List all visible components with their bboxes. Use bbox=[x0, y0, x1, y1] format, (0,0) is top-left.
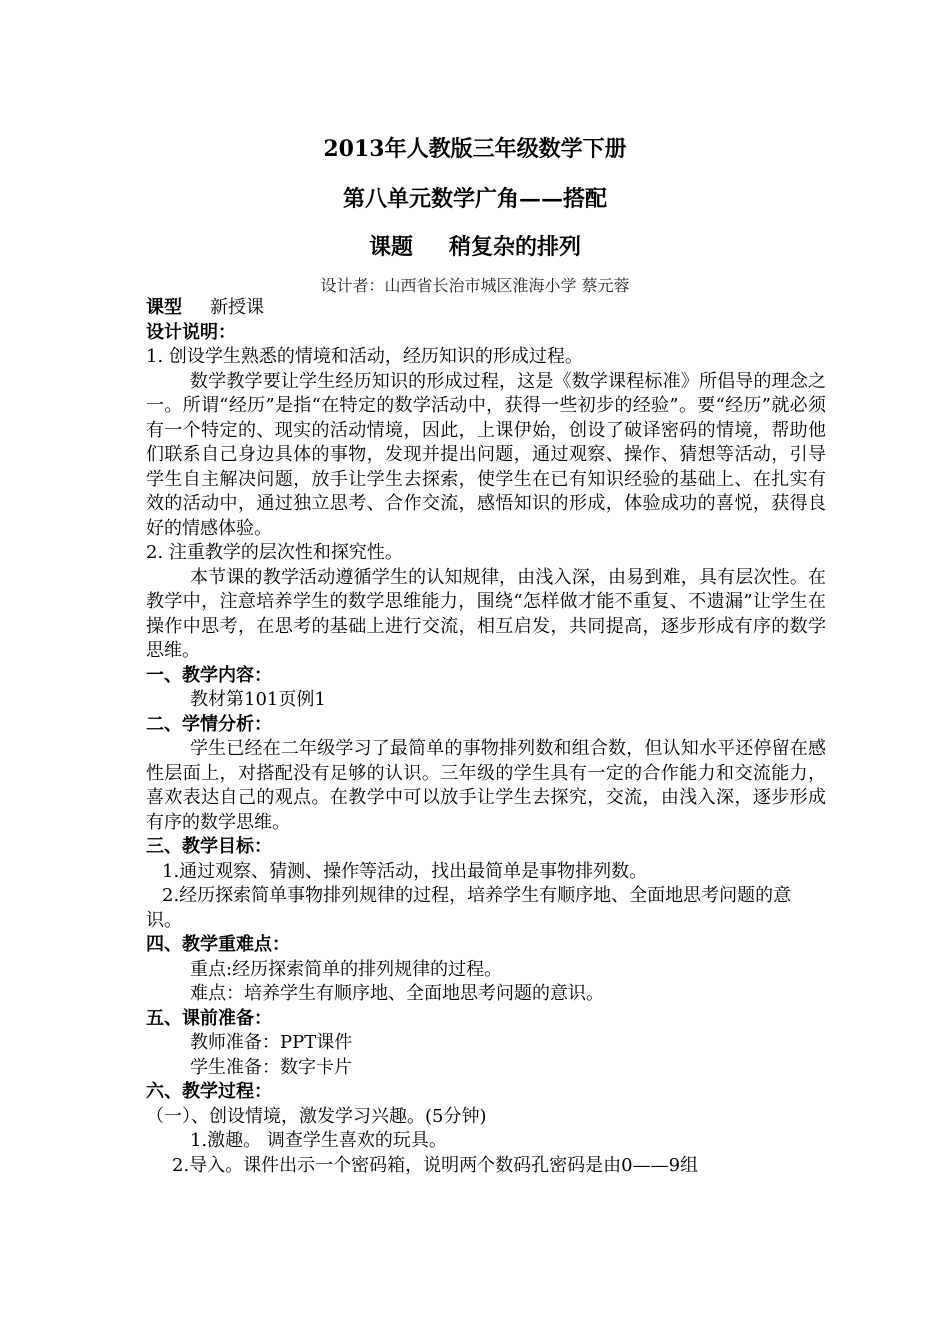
process-step-1-1: 1.激趣。 调查学生喜欢的玩具。 bbox=[190, 1130, 447, 1151]
section-heading-key-points: 四、教学重难点： bbox=[146, 934, 290, 955]
teacher-preparation: 教师准备：PPT课件 bbox=[190, 1032, 353, 1053]
design-paragraph-2: 本节课的教学活动遵循学生的认知规律，由浅入深，由易到难，具有层次性。在教学中，注意培养学生的数学思维能力，围绕“怎样做才能不重复、不遗漏”让学生在操作中思考，在思考的基础上进行交流，相互启发，共同提高，逐步形成有序的数学思维。 bbox=[146, 566, 826, 661]
lesson-type-value: 新授课 bbox=[210, 297, 264, 318]
section-heading-analysis: 二、学情分析： bbox=[146, 713, 272, 735]
difficult-point: 难点：培养学生有顺序地、全面地思考问题的意识。 bbox=[190, 983, 604, 1004]
process-step-1-2: 2.导入。课件出示一个密码箱，说明两个数码孔密码是由0——9组 bbox=[172, 1154, 699, 1176]
lesson-title-text: 稍复杂的排列 bbox=[449, 234, 582, 260]
goal-2: 2.经历探索简单事物排列规律的过程，培养学生有顺序地、全面地思考问题的意识。 bbox=[146, 885, 792, 931]
lesson-type-label: 课型 bbox=[146, 297, 182, 318]
lesson-title-label: 课题 bbox=[368, 234, 413, 260]
student-preparation: 学生准备：数字卡片 bbox=[190, 1056, 352, 1078]
section-heading-process: 六、教学过程： bbox=[146, 1081, 272, 1102]
document-body bbox=[146, 296, 826, 1178]
design-point-2: 2. 注重教学的层次性和探究性。 bbox=[146, 542, 403, 563]
design-heading: 设计说明： bbox=[146, 321, 236, 343]
unit-title: 第八单元数学广角——搭配 bbox=[342, 186, 607, 212]
design-paragraph-1: 数学教学要让学生经历知识的形成过程，这是《数学课程标准》所倡导的理念之一。所谓“经历”是指“在特定的数学活动中，获得一些初步的经验”。要“经历”就必须有一个特定的、现实的活动情境，因此，上课伊始，创设了破译密码的情境，帮助他们联系自己身边具体的事物，发现并提出问题，通过观察、操作、猜想等活动，引导学生自主解决问题，放手让学生去探索，使学生在已有知识经验的基础上、在扎实有效的活动中，通过独立思考、合作交流，感悟知识的形成，体验成功的喜悦，获得良好的情感体验。 bbox=[146, 370, 826, 539]
key-point: 重点:经历探索简单的排列规律的过程。 bbox=[190, 958, 503, 980]
design-point-1: 1. 创设学生熟悉的情境和活动，经历知识的形成过程。 bbox=[146, 346, 583, 367]
designer-line: 设计者：山西省长治市城区淮海小学 蔡元蓉 bbox=[320, 276, 630, 295]
section-analysis-text: 学生已经在二年级学习了最简单的事物排列数和组合数，但认知水平还停留在感性层面上，对搭配没有足够的认识。三年级的学生具有一定的合作能力和交流能力，喜欢表达自己的观点。在教学中可以放手让学生去探究，交流，由浅入深，逐步形成有序的数学思维。 bbox=[146, 738, 826, 833]
document-title: 2013年人教版三年级数学下册 bbox=[323, 136, 627, 162]
section-heading-content: 一、教学内容： bbox=[146, 664, 272, 686]
lesson-title bbox=[0, 232, 950, 262]
section-heading-preparation: 五、课前准备： bbox=[146, 1007, 272, 1029]
section-content-text: 教材第101页例1 bbox=[190, 689, 326, 710]
lesson-type bbox=[146, 296, 826, 321]
process-step-1: （一）、创设情境，激发学习兴趣。(5分钟) bbox=[146, 1105, 487, 1127]
section-heading-goals: 三、教学目标： bbox=[146, 836, 272, 857]
goal-1: 1.通过观察、猜测、操作等活动，找出最简单是事物排列数。 bbox=[162, 860, 648, 882]
